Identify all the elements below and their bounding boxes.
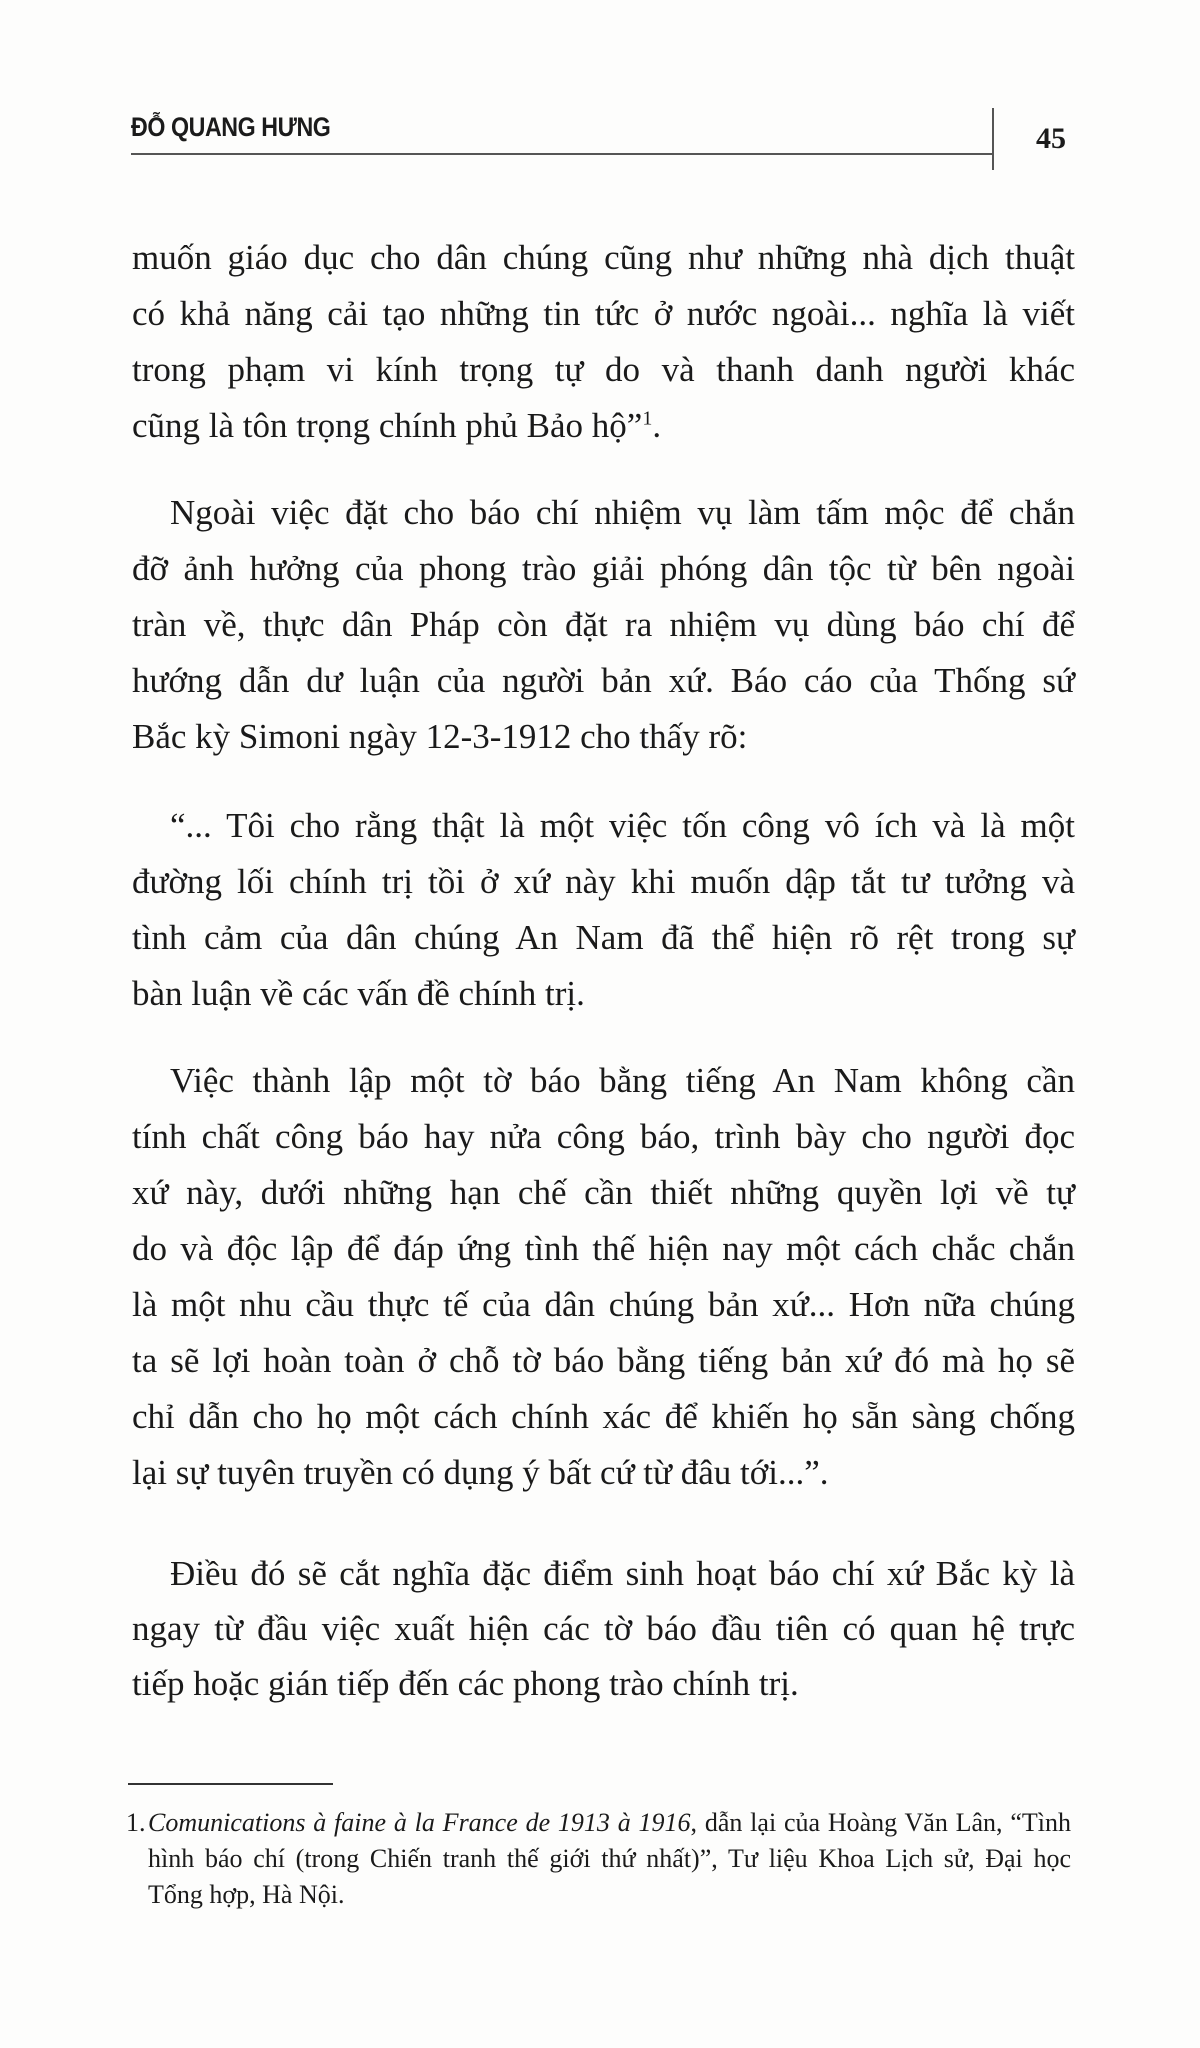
text-line: là một nhu cầu thực tế của dân chúng bản xứ... Hơn nữa chúng	[132, 1285, 1075, 1324]
text-line: Bắc kỳ Simoni ngày 12-3-1912 cho thấy rõ:	[132, 717, 748, 756]
header-rule	[131, 153, 992, 155]
text-line: xứ này, dưới những hạn chế cần thiết những quyền lợi về tự	[132, 1173, 1075, 1212]
text-line: tình cảm của dân chúng An Nam đã thể hiện rõ rệt trong sự	[132, 918, 1075, 957]
footnote-reference[interactable]: 1	[642, 407, 653, 430]
text-line: tiếp hoặc gián tiếp đến các phong trào chính trị.	[132, 1664, 799, 1703]
text-line: Ngoài việc đặt cho báo chí nhiệm vụ làm tấm mộc để chắn	[170, 493, 1075, 532]
text-line: lại sự tuyên truyền có dụng ý bất cứ từ đâu tới...”.	[132, 1453, 829, 1492]
page-number: 45	[1036, 122, 1066, 155]
footnote-line	[148, 1805, 1071, 1841]
text-line: tính chất công báo hay nửa công báo, trình bày cho người đọc	[132, 1117, 1075, 1156]
text-line: muốn giáo dục cho dân chúng cũng như những nhà dịch thuật	[132, 238, 1075, 277]
footnote-number: 1.	[126, 1808, 146, 1837]
header-author: ĐỖ QUANG HƯNG	[131, 112, 331, 142]
text-line: “... Tôi cho rằng thật là một việc tốn công vô ích và là một	[170, 806, 1075, 845]
footnote-rule	[128, 1783, 333, 1785]
line-text: cũng là tôn trọng chính phủ Bảo hộ”	[132, 406, 643, 445]
text-line: chỉ dẫn cho họ một cách chính xác để khiến họ sẵn sàng chống	[132, 1397, 1075, 1436]
footnote-source-title: Comunications à faine à la France de 1913 à 1916	[148, 1808, 691, 1837]
text-line: bàn luận về các vấn đề chính trị.	[132, 974, 585, 1013]
text-line: tràn về, thực dân Pháp còn đặt ra nhiệm vụ dùng báo chí để	[132, 605, 1075, 644]
text-line: do và độc lập để đáp ứng tình thế hiện nay một cách chắc chắn	[132, 1229, 1075, 1268]
text-line: hướng dẫn dư luận của người bản xứ. Báo cáo của Thống sứ	[132, 661, 1075, 700]
text-line: Việc thành lập một tờ báo bằng tiếng An Nam không cần	[170, 1061, 1075, 1100]
line-text: .	[652, 406, 662, 445]
text-line	[132, 398, 1075, 454]
footnote-text: , dẫn lại của Hoàng Văn Lân, “Tình	[690, 1808, 1072, 1837]
text-line: ngay từ đầu việc xuất hiện các tờ báo đầu tiên có quan hệ trực	[132, 1609, 1075, 1648]
text-line: Điều đó sẽ cắt nghĩa đặc điểm sinh hoạt báo chí xứ Bắc kỳ là	[170, 1554, 1075, 1593]
text-line: có khả năng cải tạo những tin tức ở nước ngoài... nghĩa là viết	[132, 294, 1075, 333]
text-line: đường lối chính trị tồi ở xứ này khi muốn dập tắt tư tưởng và	[132, 862, 1075, 901]
text-line: trong phạm vi kính trọng tự do và thanh danh người khác	[132, 350, 1075, 389]
footnote-line: Tổng hợp, Hà Nội.	[148, 1880, 345, 1909]
text-line: đỡ ảnh hưởng của phong trào giải phóng dân tộc từ bên ngoài	[132, 549, 1075, 588]
header-vertical-rule	[992, 108, 994, 170]
footnote-line: hình báo chí (trong Chiến tranh thế giới thứ nhất)”, Tư liệu Khoa Lịch sử, Đại học	[148, 1844, 1071, 1873]
text-line: ta sẽ lợi hoàn toàn ở chỗ tờ báo bằng tiếng bản xứ đó mà họ sẽ	[132, 1341, 1075, 1380]
